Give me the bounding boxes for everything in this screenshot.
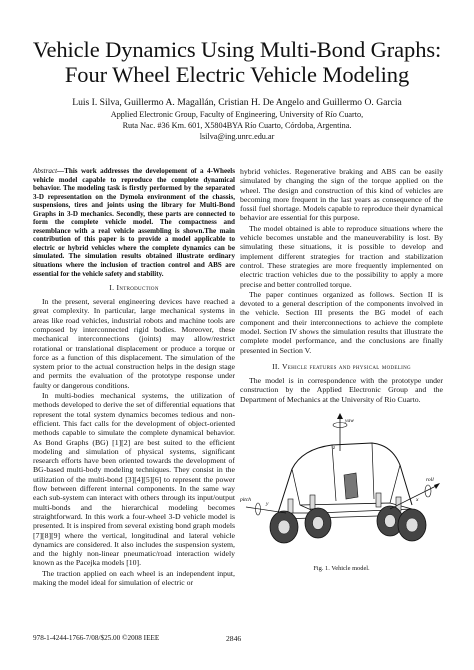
suspension-front-left bbox=[310, 495, 315, 509]
label-roll: roll bbox=[426, 476, 434, 483]
abstract-text: —This work addresses the developement of a 4-Wheels vehicle model capable to reproduce the complete dynamical behavior. The modeling task is firstly performed by the separated 3-D representation on the Dymola environment of the chassis, suspensions, tires and joints using the library for Multi-Bond Graphs in 3-D mechanics. Secondly, these parts are connected to form the complete vehicle model. The compactness and resemblance with a real vehicle assembling is shown.The main contribution of this paper is to provide a model applicable to electric or hybrid vehicles where the complete dynamics can be simulated. The simulation results obtained illustrate ordinary situations where the inclusion of traction control and ABS are essential for the vehicle safety and stability. bbox=[33, 167, 235, 278]
section-heading-introduction: I. Introduction bbox=[109, 283, 159, 293]
left-column bbox=[33, 167, 235, 587]
right-paragraph-1: hybrid vehicles. Regenerative braking and ABS can be easily simulated by changing the sign of the torque applied on the wheel. The design and construction of this kind of vehicles are becoming more frequent in the last years as consequence of the fossil fuel shortage. Models capable to reproduce their dynamical behavior are essential for this purpose. bbox=[240, 167, 443, 223]
label-yaw: yaw bbox=[345, 417, 354, 424]
affiliation-line-2: Ruta Nac. #36 Km. 601, X5804BYA Río Cuarto, Córdoba, Argentina. bbox=[122, 120, 352, 130]
figure-caption: Fig. 1. Vehicle model. bbox=[313, 564, 370, 572]
title-line-1: Vehicle Dynamics Using Multi-Bond Graphs: bbox=[32, 37, 442, 62]
yaw-arrow-head bbox=[337, 413, 343, 419]
affiliation-block bbox=[20, 110, 454, 142]
label-z: z bbox=[333, 444, 336, 451]
author-email: lsilva@ing.unrc.edu.ar bbox=[199, 131, 275, 141]
label-x: x bbox=[416, 496, 419, 503]
wheel-rear-right bbox=[398, 509, 426, 541]
roll-arrow-head bbox=[434, 483, 440, 489]
intro-paragraph-1: In the present, several engineering devices have reached a great complexity. In particular, large mechanical systems in areas like road vehicles, industrial robots and machine tools are composed by interconnected rigid bodies. Moreover, these mechanical interconnections (joints) may allow/restrict rotational or translational displacement or produce a torque or force as a function of this displacement. The simulation of the system prior to the actual construction helps in the design stage and permits the evaluation of the prototype response under faulty or dangerous conditions. bbox=[33, 297, 235, 390]
affiliation-line-1: Applied Electronic Group, Faculty of Engineering, University of Río Cuarto, bbox=[110, 110, 364, 119]
abstract-lead: Abstract bbox=[33, 167, 58, 175]
vehicle-model-figure bbox=[240, 409, 443, 572]
right-paragraph-2: The model obtained is able to reproduce situations where the vehicle becomes unstable and the maneuverability is lost. By simulating these situations, it is possible to develop and implement different strategies for traction and stabilization control. These strategies are more frequently implemented on electric traction vehicles due to the possibility to apply a more precise and better controlled torque. bbox=[240, 223, 443, 289]
page-number: 2846 bbox=[226, 634, 242, 643]
suspension-rear-left bbox=[376, 493, 381, 507]
abstract bbox=[33, 167, 235, 278]
section-heading-vehicle-features: II. Vehicle features and physical modeling bbox=[272, 361, 411, 371]
wheel-front-left bbox=[270, 511, 298, 543]
suspension-front-right bbox=[288, 499, 293, 513]
vehicle-model-drawing bbox=[240, 409, 443, 557]
label-y: y bbox=[266, 500, 269, 507]
right-paragraph-3: The paper continues organized as follows. Section II is devoted to a general description of the components involved in the vehicle. Section III presents the BG model of each component and their interconnections to achieve the complete model. Section IV shows the simulation results that illustrate the complete model performance, and the conclusions are finally presented in Section V. bbox=[240, 289, 443, 355]
seat-shape bbox=[344, 473, 358, 499]
label-pitch: pitch bbox=[240, 496, 251, 503]
section2-paragraph-1: The model is in correspondence with the prototype under construction by the Applied Electronic Group and the Department of Mechanics at the University of Rio Cuarto. bbox=[240, 375, 443, 404]
right-column bbox=[240, 167, 443, 572]
intro-paragraph-2: In multi-bodies mechanical systems, the utilization of methods developed to derive the set of differential equations that represent the total system dynamics becomes tedious and non-efficient. This fact calls for the development of object-oriented methods capable to simulate the complete dynamical behavior. As Bond Graphs (BG) [1][2] are best suited to the efficient modeling and simulation of physical systems, significant research efforts have been oriented towards the development of BG-based multi-body modeling techniques. They consist in the utilization of the multi-bond [3][4][5][6] to represent the power flow between different internal components. In the same way each sub-system can interact with others through its input/output multi-bonds and the hierarchical modeling becomes straightforward. In this work a four-wheel 3-D vehicle model is presented. It is inspired from several existing bond graph models [7][8][9] where the vertical, longitudinal and lateral vehicle dynamics are considered. It also includes the suspension system, and the highly non-linear pneumatic/road interaction widely known as the Pacejka models [10]. bbox=[33, 391, 235, 568]
wheel-front-right bbox=[305, 508, 331, 538]
title-line-2: Four Wheel Electric Vehicle Modeling bbox=[64, 62, 410, 87]
footer-copyright: 978-1-4244-1766-7/08/$25.00 ©2008 IEEE bbox=[33, 634, 160, 642]
intro-paragraph-3: The traction applied on each wheel is an independent input, making the model ideal for simulation of electric or bbox=[33, 568, 235, 588]
paper-title bbox=[20, 37, 454, 87]
author-list: Luis I. Silva, Guillermo A. Magallán, Cristian H. De Angelo and Guillermo O. Garcia bbox=[72, 97, 402, 108]
